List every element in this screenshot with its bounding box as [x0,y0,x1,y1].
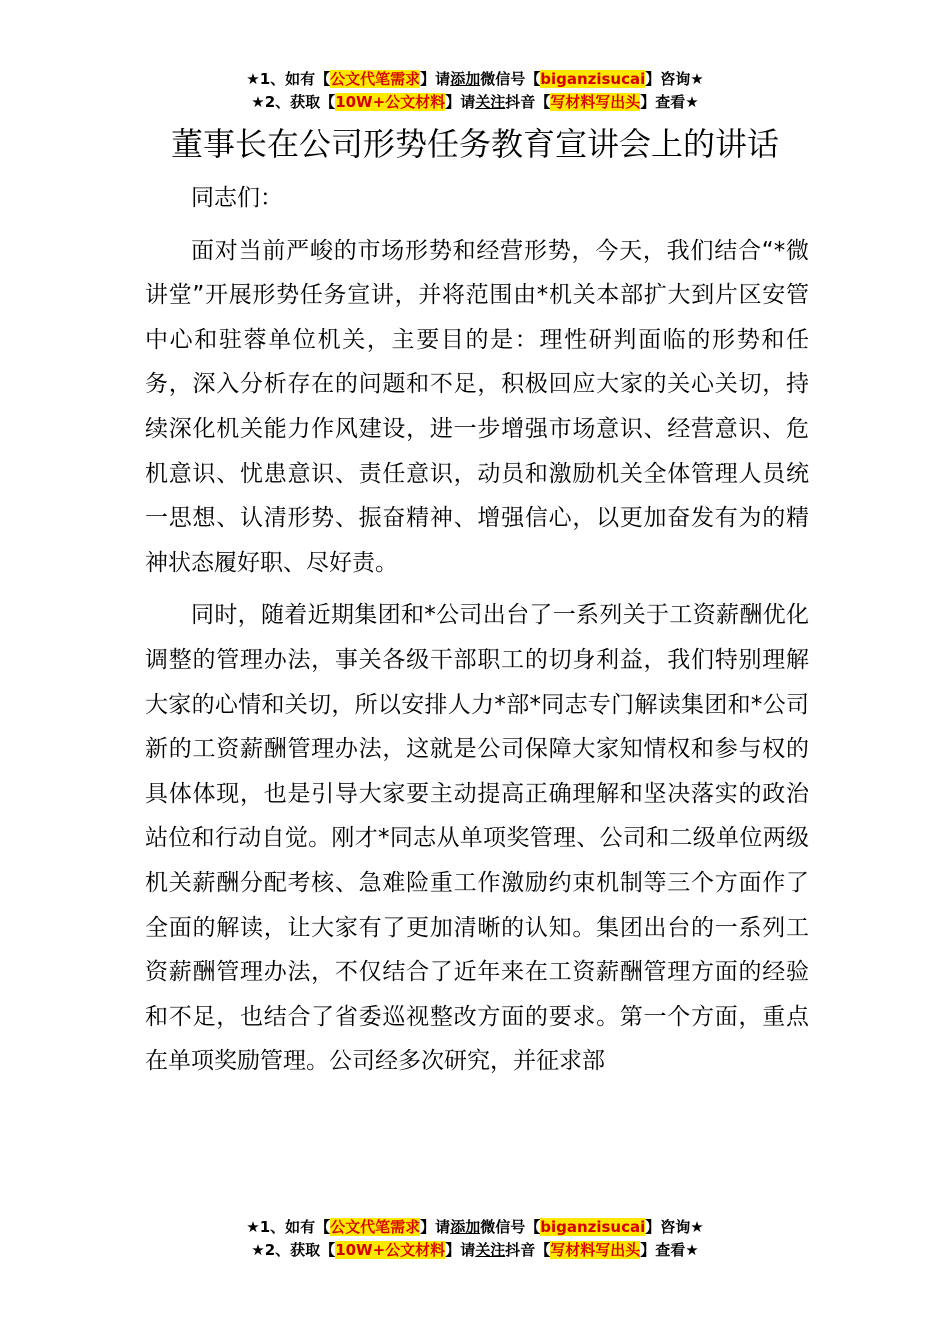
document-body [145,176,809,1084]
banner-text: 微信号【 [480,70,541,88]
banner-line-1 [0,68,950,91]
paragraph: 同时，随着近期集团和*公司出台了一系列关于工资薪酬优化调整的管理办法，事关各级干部职工的切身利益，我们特别理解大家的心情和关切，所以安排人力*部*同志专门解读集团和*公司新的工资薪酬管理办法，这就是公司保障大家知情权和参与权的具体体现，也是引导大家要主动提高正确理解和坚决落实的政治站位和行动自觉。刚才*同志从单项奖管理、公司和二级单位两级机关薪酬分配考核、急难险重工作激励约束机制等三个方面作了全面的解读，让大家有了更加清晰的认知。集团出台的一系列工资薪酬管理办法，不仅结合了近年来在工资薪酬管理方面的经验和不足，也结合了省委巡视整改方面的要求。第一个方面，重点在单项奖励管理。公司经多次研究，并征求部 [145,602,809,1075]
banner-text: 】查看★ [640,1241,699,1259]
banner-underline-follow: 关注 [475,1241,506,1259]
banner-text: 抖音【 [505,93,551,111]
banner-highlight-materials: 10W+公文材料 [335,1241,446,1259]
banner-text: ★1、如有【 [246,1218,331,1236]
banner-highlight-douyin-id: 写材料写出头 [550,1241,641,1259]
banner-highlight-wechat-id: biganzisucai [540,1218,646,1236]
banner-text: 】咨询★ [645,1218,704,1236]
banner-text: 】请 [445,93,476,111]
banner-text: 】查看★ [640,93,699,111]
banner-text: 】请 [420,1218,451,1236]
banner-text: 】请 [445,1241,476,1259]
banner-line-2 [0,1239,950,1262]
paragraph: 面对当前严峻的市场形势和经营形势，今天，我们结合“*微讲堂”开展形势任务宣讲，并将范围由*机关本部扩大到片区安管中心和驻蓉单位机关，主要目的是：理性研判面临的形势和任务，深入分析存在的问题和不足，积极回应大家的关心关切，持续深化机关能力作风建设，进一步增强市场意识、经营意识、危机意识、忧患意识、责任意识，动员和激励机关全体管理人员统一思想、认清形势、振奋精神、增强信心，以更加奋发有为的精神状态履好职、尽好责。 [145,237,809,576]
banner-text: 】咨询★ [645,70,704,88]
banner-highlight-wechat-id: biganzisucai [540,70,646,88]
banner-underline-add: 添加 [450,1218,481,1236]
banner-highlight-materials: 10W+公文材料 [335,93,446,111]
footer-banner [0,1216,950,1262]
banner-underline-add: 添加 [450,70,481,88]
banner-underline-follow: 关注 [475,93,506,111]
banner-text: 】请 [420,70,451,88]
header-banner [0,68,950,114]
banner-highlight-douyin-id: 写材料写出头 [550,93,641,111]
banner-line-1 [0,1216,950,1239]
banner-text: 微信号【 [480,1218,541,1236]
document-title: 董事长在公司形势任务教育宣讲会上的讲话 [170,125,779,163]
banner-highlight-service: 公文代笔需求 [330,1218,421,1236]
banner-text: 抖音【 [505,1241,551,1259]
banner-text: ★2、获取【 [251,1241,336,1259]
banner-text: ★1、如有【 [246,70,331,88]
banner-text: ★2、获取【 [251,93,336,111]
salutation: 同志们： [191,185,283,211]
banner-line-2 [0,91,950,114]
banner-highlight-service: 公文代笔需求 [330,70,421,88]
